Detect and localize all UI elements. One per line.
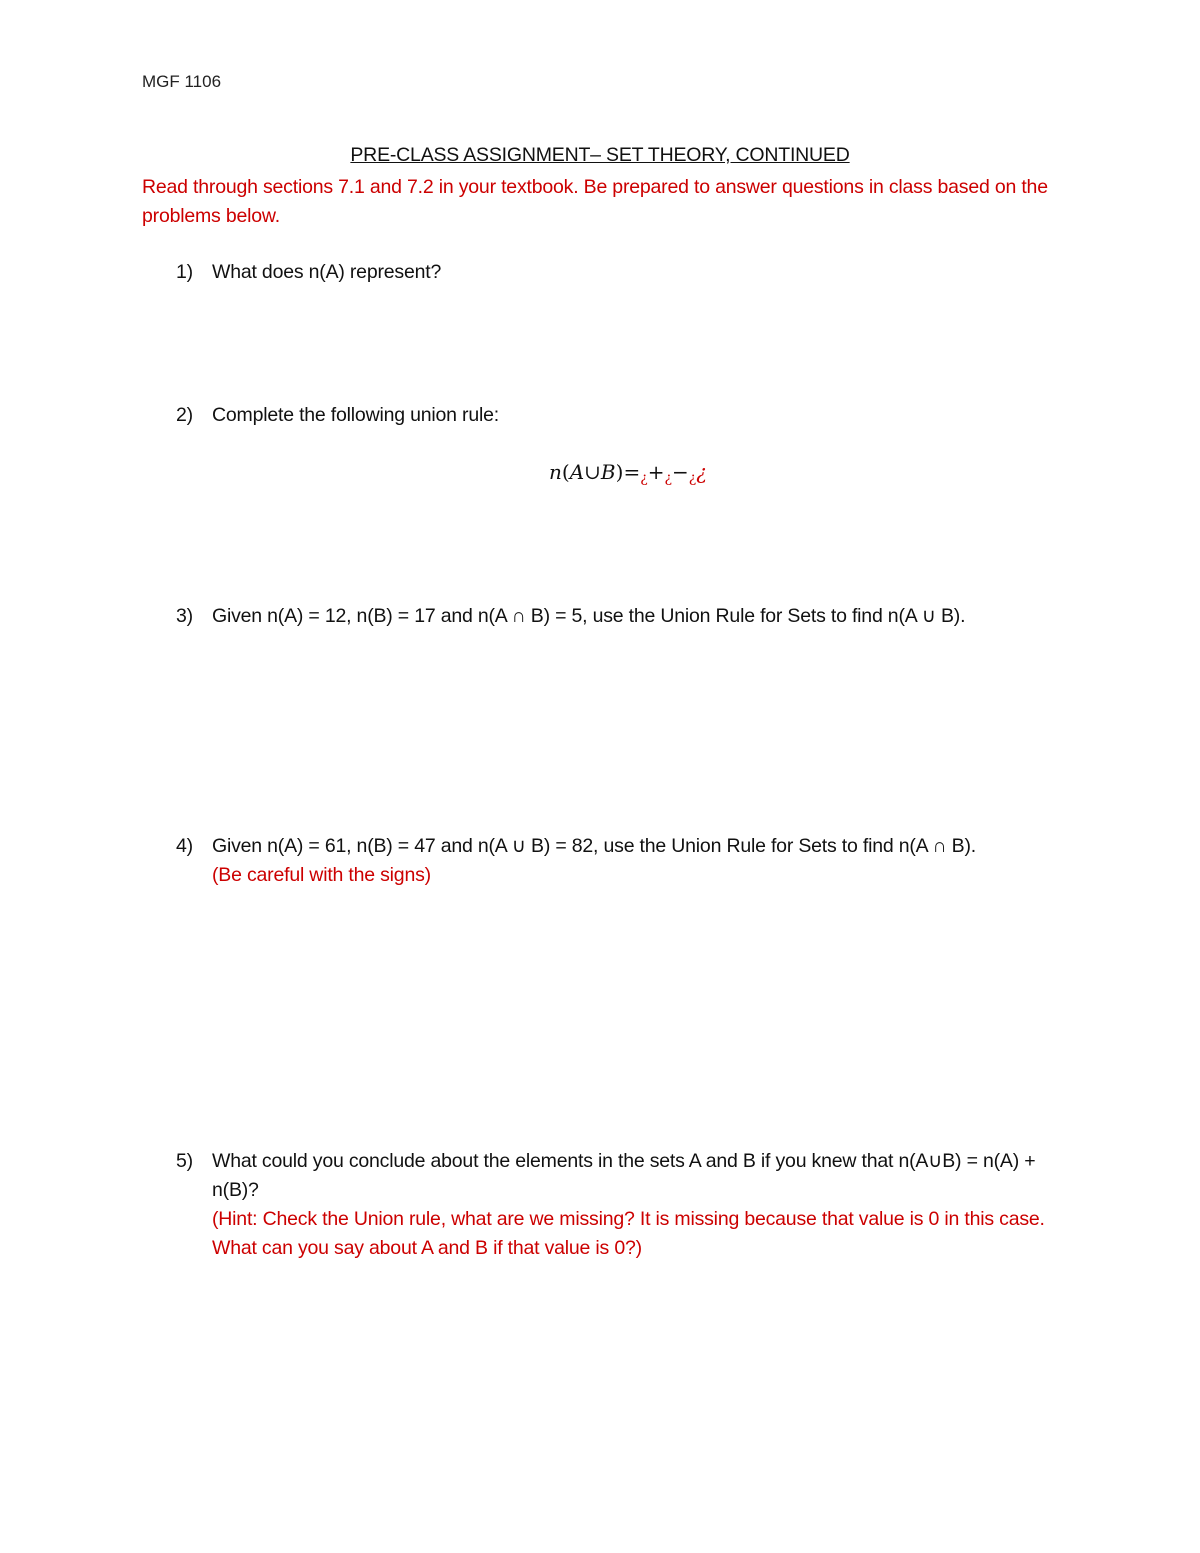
question-4 (176, 832, 1056, 890)
formula-a: A (569, 460, 585, 484)
course-code: MGF 1106 (142, 72, 222, 91)
formula-blank-2: ¿ (664, 470, 672, 486)
formula-minus: − (672, 460, 689, 484)
question-text: Given n(A) = 12, n(B) = 17 and n(A ∩ B) = 5, use the Union Rule for Sets to find n(A ∪ B). (212, 605, 966, 627)
question-3 (176, 602, 1056, 631)
question-2 (176, 401, 1056, 430)
formula-blank-4: ¿ (696, 460, 708, 484)
question-text: What does n(A) represent? (212, 261, 442, 283)
question-number: 3) (176, 605, 193, 627)
question-number: 1) (176, 261, 193, 283)
formula-close: ) (615, 460, 624, 484)
page-title: PRE-CLASS ASSIGNMENT– SET THEORY, CONTINUED (350, 144, 850, 166)
question-text: Given n(A) = 61, n(B) = 47 and n(A ∪ B) = 82, use the Union Rule for Sets to find n(A ∩ B). (212, 835, 976, 857)
formula-blank-1: ¿ (640, 470, 648, 486)
question-number: 5) (176, 1150, 193, 1172)
instructions: Read through sections 7.1 and 7.2 in your textbook. Be prepared to answer questions in class based on the problems below. (142, 176, 1048, 227)
question-1 (176, 258, 1056, 287)
formula-plus: + (647, 460, 665, 484)
formula-blank-3: ¿ (688, 470, 697, 486)
question-number: 4) (176, 835, 193, 857)
formula-union: ∪ (584, 460, 601, 484)
question-text: Complete the following union rule: (212, 404, 499, 426)
question-text: What could you conclude about the elements in the sets A and B if you knew that n(A∪B) = n(A) + n(B)? (212, 1150, 1036, 1201)
question-note: (Hint: Check the Union rule, what are we missing? It is missing because that value is 0 in this case. What can you say about A and B if that value is 0?) (212, 1208, 1045, 1259)
question-5 (176, 1147, 1056, 1263)
formula-open: ( (561, 460, 570, 484)
question-number: 2) (176, 404, 193, 426)
union-rule-formula (549, 460, 707, 486)
formula-equals: = (623, 460, 641, 484)
formula-n: n (549, 460, 562, 484)
question-note: (Be careful with the signs) (212, 864, 431, 886)
formula-b: B (600, 460, 616, 484)
